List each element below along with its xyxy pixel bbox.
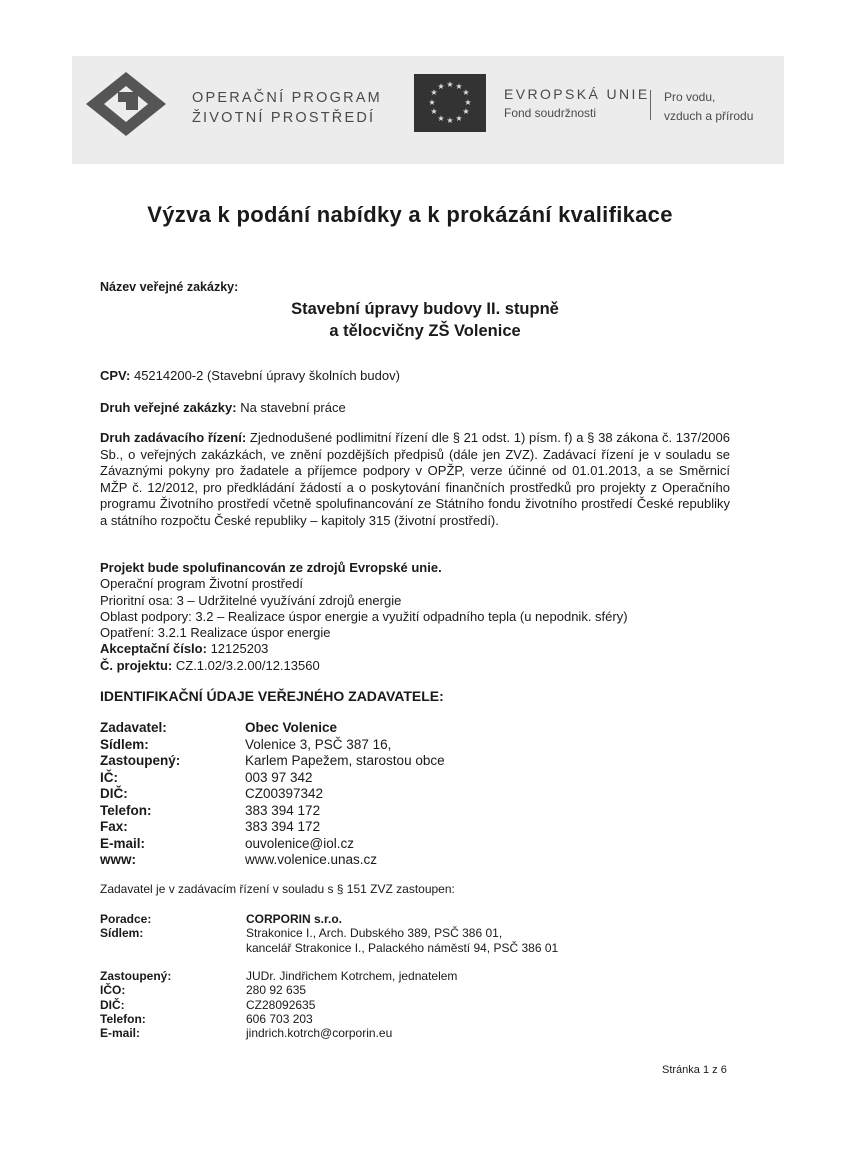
id-value-2: Karlem Papežem, starostou obce bbox=[245, 753, 445, 768]
adv-key-7: E-mail: bbox=[100, 1026, 141, 1041]
id-value-7: ouvolenice@iol.cz bbox=[245, 835, 355, 851]
svg-text:★: ★ bbox=[446, 80, 454, 89]
adv-spacer-value bbox=[246, 955, 558, 969]
adv-key-5: DIČ: bbox=[100, 997, 125, 1012]
contract-type-row bbox=[100, 400, 346, 416]
advisor-table bbox=[100, 912, 558, 1041]
cpv-row bbox=[100, 368, 400, 384]
page-number: Stránka 1 z 6 bbox=[662, 1064, 727, 1076]
representation-note: Zadavatel je v zadávacím řízení v souladu s § 151 ZVZ zastoupen: bbox=[100, 882, 455, 896]
op-title bbox=[192, 88, 382, 128]
adv-value-5: CZ28092635 bbox=[246, 997, 316, 1012]
id-key-2: Zastoupený: bbox=[100, 753, 181, 768]
svg-text:★: ★ bbox=[446, 116, 454, 125]
adv-key-6: Telefon: bbox=[100, 1012, 146, 1027]
op-zp-logo-icon bbox=[76, 64, 176, 144]
header-divider bbox=[650, 90, 651, 120]
svg-text:★: ★ bbox=[437, 114, 445, 123]
id-key-3: IČ: bbox=[100, 769, 118, 785]
contract-name-line2: a tělocvičny ZŠ Volenice bbox=[329, 322, 521, 340]
id-value-1: Volenice 3, PSČ 387 16, bbox=[245, 736, 392, 752]
cofinancing-block bbox=[100, 560, 628, 674]
cofinancing-line2: Prioritní osa: 3 – Udržitelné využívání zdrojů energie bbox=[100, 592, 402, 608]
procedure-paragraph bbox=[100, 430, 730, 529]
svg-text:★: ★ bbox=[462, 88, 470, 97]
svg-text:★: ★ bbox=[430, 107, 438, 116]
header-banner bbox=[72, 56, 784, 164]
id-value-0: Obec Volenice bbox=[245, 720, 338, 735]
svg-text:★: ★ bbox=[462, 107, 470, 116]
id-key-5: Telefon: bbox=[100, 802, 152, 818]
acceptance-row bbox=[100, 641, 628, 657]
id-value-5: 383 394 172 bbox=[245, 802, 321, 818]
eu-flag-icon bbox=[414, 74, 486, 132]
cpv-label: CPV: bbox=[100, 368, 131, 383]
adv-key-4: IČO: bbox=[100, 983, 126, 998]
motto-line1: Pro vodu, bbox=[664, 90, 716, 104]
svg-text:★: ★ bbox=[437, 82, 445, 91]
svg-text:★: ★ bbox=[455, 114, 463, 123]
contract-name-line1: Stavební úpravy budovy II. stupně bbox=[291, 300, 559, 318]
eu-title-line2: Fond soudržnosti bbox=[504, 106, 597, 120]
adv-value-1: Strakonice I., Arch. Dubského 389, PSČ 386 01, bbox=[246, 926, 503, 941]
adv-value-0: CORPORIN s.r.o. bbox=[246, 912, 343, 926]
project-number-row bbox=[100, 658, 628, 674]
adv-key-3: Zastoupený: bbox=[100, 969, 172, 984]
id-value-6: 383 394 172 bbox=[245, 819, 321, 834]
procedure-label: Druh zadávacího řízení: bbox=[100, 430, 247, 445]
id-key-8: www: bbox=[100, 852, 136, 867]
adv-value-2: kancelář Strakonice I., Palackého náměstí 94, PSČ 386 01 bbox=[246, 940, 559, 955]
cofinancing-line3: Oblast podpory: 3.2 – Realizace úspor energie a využití odpadního tepla (u nepodnik. sféry) bbox=[100, 608, 628, 624]
contract-type-label: Druh veřejné zakázky: bbox=[100, 400, 237, 415]
contract-type-value: Na stavební práce bbox=[240, 400, 346, 415]
id-key-4: DIČ: bbox=[100, 786, 128, 801]
cofinancing-heading: Projekt bude spolufinancován ze zdrojů Evropské unie. bbox=[100, 560, 442, 575]
id-value-3: 003 97 342 bbox=[245, 769, 313, 785]
id-key-0: Zadavatel: bbox=[100, 720, 167, 735]
project-number-value: CZ.1.02/3.2.00/12.13560 bbox=[175, 657, 320, 673]
cofinancing-line1: Operační program Životní prostředí bbox=[100, 576, 304, 592]
document-title: Výzva k podání nabídky a k prokázání kvalifikace bbox=[147, 202, 673, 227]
motto bbox=[664, 88, 753, 126]
svg-text:★: ★ bbox=[464, 98, 472, 107]
identification-heading: IDENTIFIKAČNÍ ÚDAJE VEŘEJNÉHO ZADAVATELE: bbox=[100, 688, 444, 704]
id-value-4: CZ00397342 bbox=[245, 786, 324, 801]
adv-value-4: 280 92 635 bbox=[246, 983, 307, 998]
adv-key-2 bbox=[100, 941, 246, 955]
eu-title-line1: EVROPSKÁ UNIE bbox=[504, 86, 650, 102]
cpv-value: 45214200-2 (Stavební úpravy školních budov) bbox=[133, 368, 400, 383]
adv-key-1: Sídlem: bbox=[100, 926, 144, 941]
cofinancing-line4: Opatření: 3.2.1 Realizace úspor energie bbox=[100, 625, 331, 641]
adv-value-7: jindrich.kotrch@corporin.eu bbox=[246, 1026, 393, 1041]
svg-text:★: ★ bbox=[430, 88, 438, 97]
motto-line2: vzduch a přírodu bbox=[664, 109, 754, 123]
svg-text:★: ★ bbox=[455, 82, 463, 91]
procedure-text: Zjednodušené podlimitní řízení dle § 21 odst. 1) písm. f) a § 38 zákona č. 137/2006 Sb., o veřejných zakázkách, ve znění pozdějších předpisů (dále jen ZVZ). Zadávací řízení je v souladu se Závaznými pokyny pro žadatele a příjemce podpory v OPŽP, verze účinné od 01.01.2013, a se Směrnicí MŽP č. 12/2012, pro předkládání žádostí a o poskytování finančních prostředků pro projekty z Operačního programu Životního prostředí včetně spolufinancování ze Státního fondu životního prostředí České republiky a státního rozpočtu České republiky – kapitoly 315 (životní prostředí). bbox=[100, 430, 731, 528]
adv-spacer-key bbox=[100, 955, 246, 969]
op-title-line2: ŽIVOTNÍ PROSTŘEDÍ bbox=[192, 110, 376, 126]
identification-table bbox=[100, 720, 445, 869]
adv-key-0: Poradce: bbox=[100, 912, 152, 926]
acceptance-value: 12125203 bbox=[210, 641, 269, 657]
op-title-line1: OPERAČNÍ PROGRAM bbox=[192, 90, 382, 106]
id-key-7: E-mail: bbox=[100, 835, 146, 851]
project-number-label: Č. projektu: bbox=[100, 657, 173, 673]
adv-value-6: 606 703 203 bbox=[246, 1012, 313, 1027]
adv-value-3: JUDr. Jindřichem Kotrchem, jednatelem bbox=[246, 969, 458, 984]
id-key-1: Sídlem: bbox=[100, 736, 149, 752]
svg-text:★: ★ bbox=[428, 98, 436, 107]
contract-name-label: Název veřejné zakázky: bbox=[100, 280, 239, 294]
id-value-8: www.volenice.unas.cz bbox=[245, 852, 378, 867]
id-key-6: Fax: bbox=[100, 819, 128, 834]
eu-title bbox=[504, 86, 650, 120]
acceptance-label: Akceptační číslo: bbox=[100, 641, 207, 657]
